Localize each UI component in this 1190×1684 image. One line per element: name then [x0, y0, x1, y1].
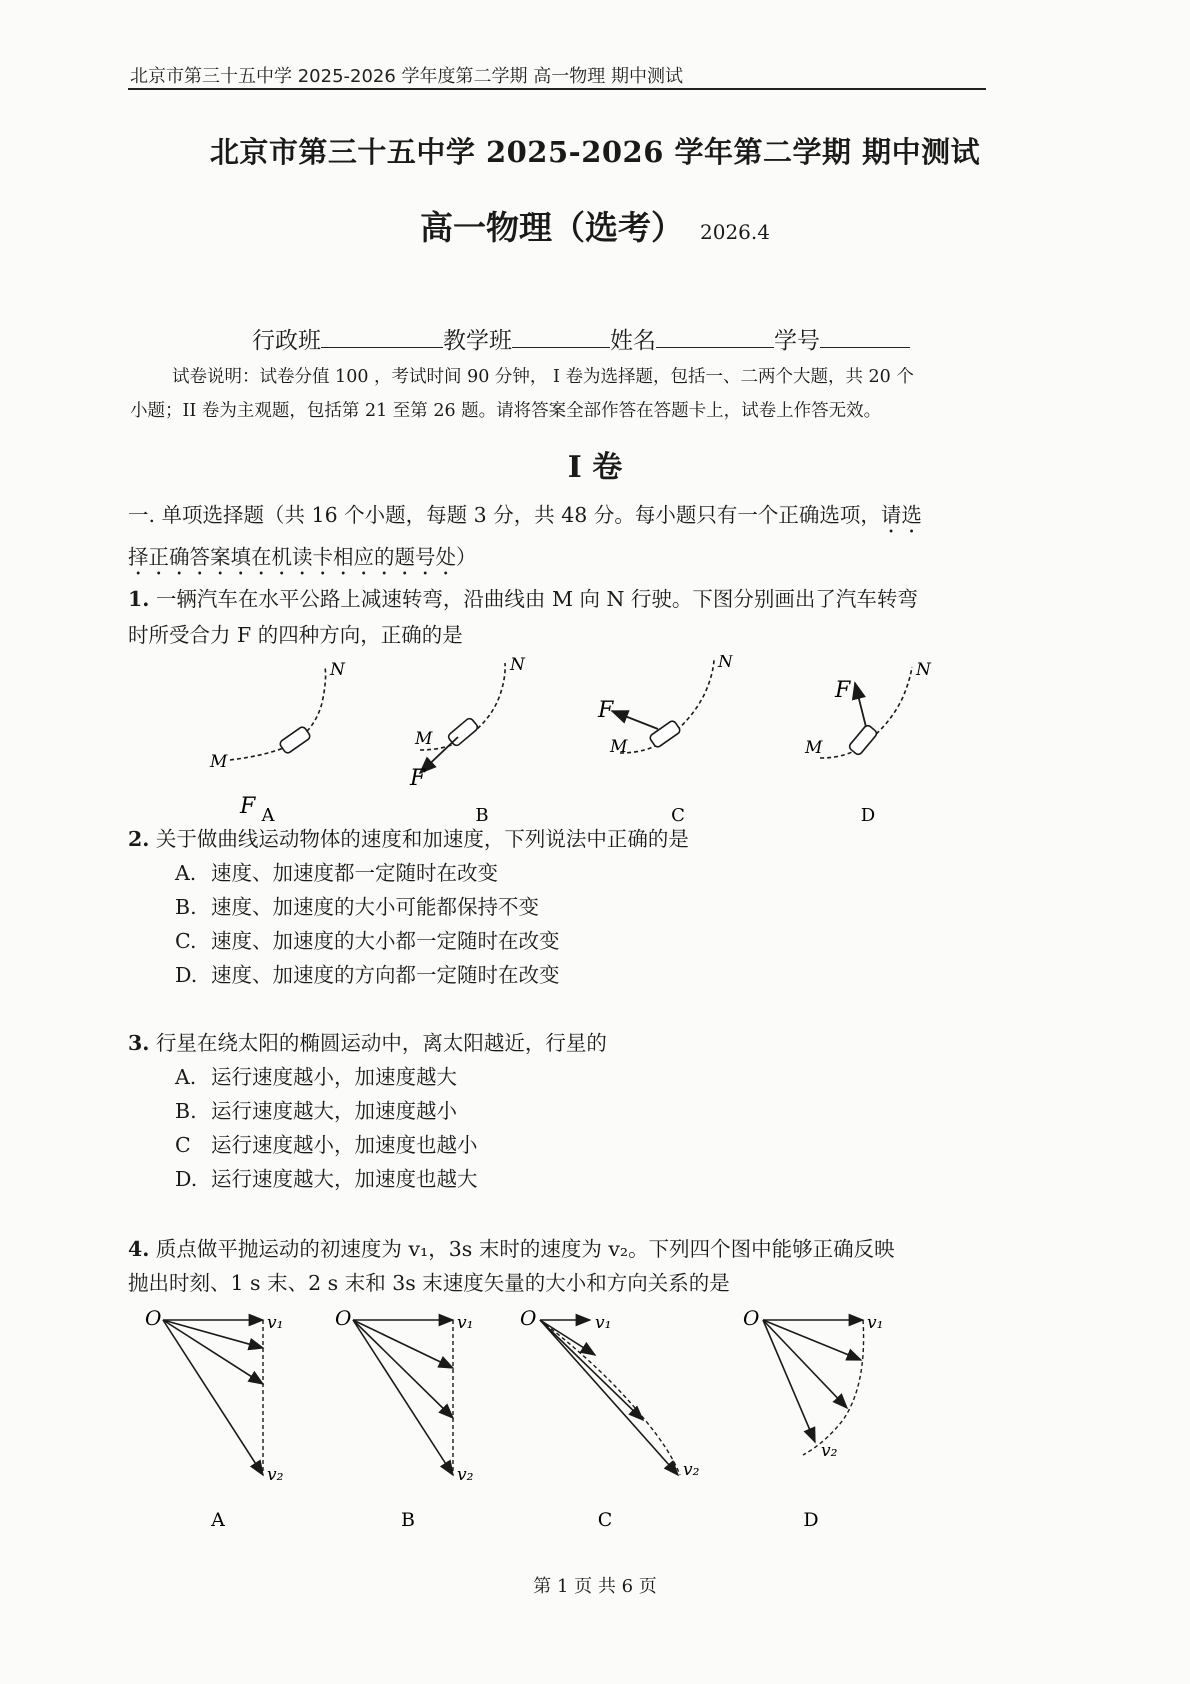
page-number: 第 1 页 共 6 页: [533, 1576, 657, 1597]
label-n: N: [330, 660, 345, 680]
q1-figures: [200, 655, 990, 825]
q4-figure-b: [335, 1306, 474, 1531]
label-v1: v₁: [457, 1313, 474, 1333]
q2-stem: [128, 822, 998, 856]
figure-label-c: C: [597, 1509, 613, 1531]
student-id-blank[interactable]: [820, 325, 910, 348]
instructions-line1: 试卷说明：试卷分值 100 ，考试时间 90 分钟， I 卷为选择题，包括一、二两个大题，共 20 个: [172, 367, 914, 387]
q3-option-d[interactable]: D. 运行速度越大，加速度也越大: [175, 1167, 478, 1191]
label-f: F: [240, 794, 256, 819]
part1-heading-emphasis: 请选: [880, 503, 922, 527]
q4-figure-a: [145, 1306, 284, 1531]
label-o: O: [520, 1306, 537, 1330]
car-icon: [649, 720, 682, 749]
q3-stem: [128, 1026, 998, 1060]
q2-option-c[interactable]: C. 速度、加速度的大小都一定随时在改变: [175, 929, 560, 953]
label-n: N: [510, 655, 525, 675]
q1-figure-b: [409, 655, 526, 825]
q2-number: 2.: [128, 827, 150, 851]
label-v1: v₁: [595, 1313, 612, 1333]
part1-heading-line1: [128, 498, 998, 538]
label-v2: v₂: [267, 1465, 284, 1485]
q1-text: 一辆汽车在水平公路上减速转弯，沿曲线由 M 向 N 行驶。下图分别画出了汽车转弯: [149, 587, 918, 611]
figure-label-a: A: [211, 1509, 225, 1531]
section-title: I 卷: [567, 450, 623, 485]
admin-class-blank[interactable]: [321, 325, 443, 348]
q1-stem-line2: 时所受合力 F 的四种方向，正确的是: [128, 623, 463, 647]
label-f: F: [598, 698, 614, 723]
exam-title: 北京市第三十五中学 2025-2026 学年第二学期 期中测试: [209, 135, 981, 169]
q4-stem-line2: 抛出时刻、1 s 末、2 s 末和 3s 末速度矢量的大小和方向关系的是: [128, 1271, 730, 1295]
q3-option-b[interactable]: B. 运行速度越大，加速度越小: [175, 1099, 457, 1123]
q1-stem-line1: [128, 582, 998, 616]
exam-date: 2026.4: [700, 220, 770, 244]
exam-subtitle: [0, 202, 1190, 249]
q3-option-a[interactable]: A. 运行速度越小，加速度越大: [175, 1065, 457, 1089]
q3-option-c[interactable]: C 运行速度越小，加速度也越小: [175, 1133, 478, 1157]
name-blank[interactable]: [656, 325, 774, 348]
label-m: M: [805, 738, 823, 758]
figure-label-b: B: [475, 805, 489, 825]
label-o: O: [743, 1306, 760, 1330]
car-icon: [848, 724, 878, 756]
label-n: N: [916, 660, 931, 680]
running-header: 北京市第三十五中学 2025-2026 学年度第二学期 高一物理 期中测试: [130, 66, 683, 87]
q2-text: 关于做曲线运动物体的速度和加速度，下列说法中正确的是: [149, 827, 689, 851]
label-v1: v₁: [267, 1313, 284, 1333]
header-divider: [128, 88, 986, 90]
teaching-class-blank[interactable]: [512, 325, 610, 348]
label-f: F: [410, 766, 426, 791]
q1-figure-a: [209, 660, 346, 825]
q1-figure-d: [804, 660, 932, 825]
part1-heading-text: 一. 单项选择题（共 16 个小题，每题 3 分，共 48 分。每小题只有一个正确选项，: [128, 503, 881, 527]
q2-option-b[interactable]: B. 速度、加速度的大小可能都保持不变: [175, 895, 539, 919]
q3-number: 3.: [128, 1031, 150, 1055]
teaching-class-label: 教学班: [443, 328, 512, 354]
q4-text: 质点做平抛运动的初速度为 v₁，3s 末时的速度为 v₂。下列四个图中能够正确反映: [149, 1237, 895, 1261]
q4-figures: [135, 1300, 925, 1535]
figure-label-b: B: [401, 1509, 415, 1531]
label-m: M: [415, 729, 433, 749]
instructions-line2: 小题；II 卷为主观题，包括第 21 至第 26 题。请将答案全部作答在答题卡上，试卷上作答无效。: [130, 401, 882, 421]
label-m: M: [210, 752, 228, 772]
q2-option-d[interactable]: D. 速度、加速度的方向都一定随时在改变: [175, 963, 560, 987]
label-v2: v₂: [683, 1460, 700, 1480]
student-info-row: [252, 322, 910, 355]
figure-label-d: D: [803, 1509, 819, 1531]
q1-number: 1.: [128, 587, 150, 611]
label-n: N: [718, 655, 733, 672]
label-o: O: [145, 1306, 162, 1330]
label-f: F: [835, 678, 851, 703]
q3-text: 行星在绕太阳的椭圆运动中，离太阳越近，行星的: [149, 1031, 607, 1055]
q4-figure-c: [520, 1306, 700, 1531]
figure-label-d: D: [860, 805, 876, 825]
part1-heading-line2: 择正确答案填在机读卡相应的题号处）: [128, 545, 477, 569]
q4-stem-line1: [128, 1232, 998, 1266]
admin-class-label: 行政班: [252, 328, 321, 354]
q4-number: 4.: [128, 1237, 150, 1261]
figure-label-a: A: [261, 805, 275, 825]
label-v2: v₂: [821, 1441, 838, 1461]
label-v1: v₁: [867, 1313, 884, 1333]
subject-title: 高一物理（选考）: [420, 208, 684, 247]
q1-figure-c: [597, 655, 734, 825]
label-v2: v₂: [457, 1465, 474, 1485]
label-m: M: [610, 737, 628, 757]
figure-label-c: C: [671, 805, 685, 825]
car-icon: [279, 726, 312, 755]
q2-option-a[interactable]: A. 速度、加速度都一定随时在改变: [175, 861, 498, 885]
student-id-label: 学号: [774, 328, 820, 354]
q4-figure-d: [743, 1306, 883, 1531]
name-label: 姓名: [610, 328, 656, 354]
label-o: O: [335, 1306, 352, 1330]
